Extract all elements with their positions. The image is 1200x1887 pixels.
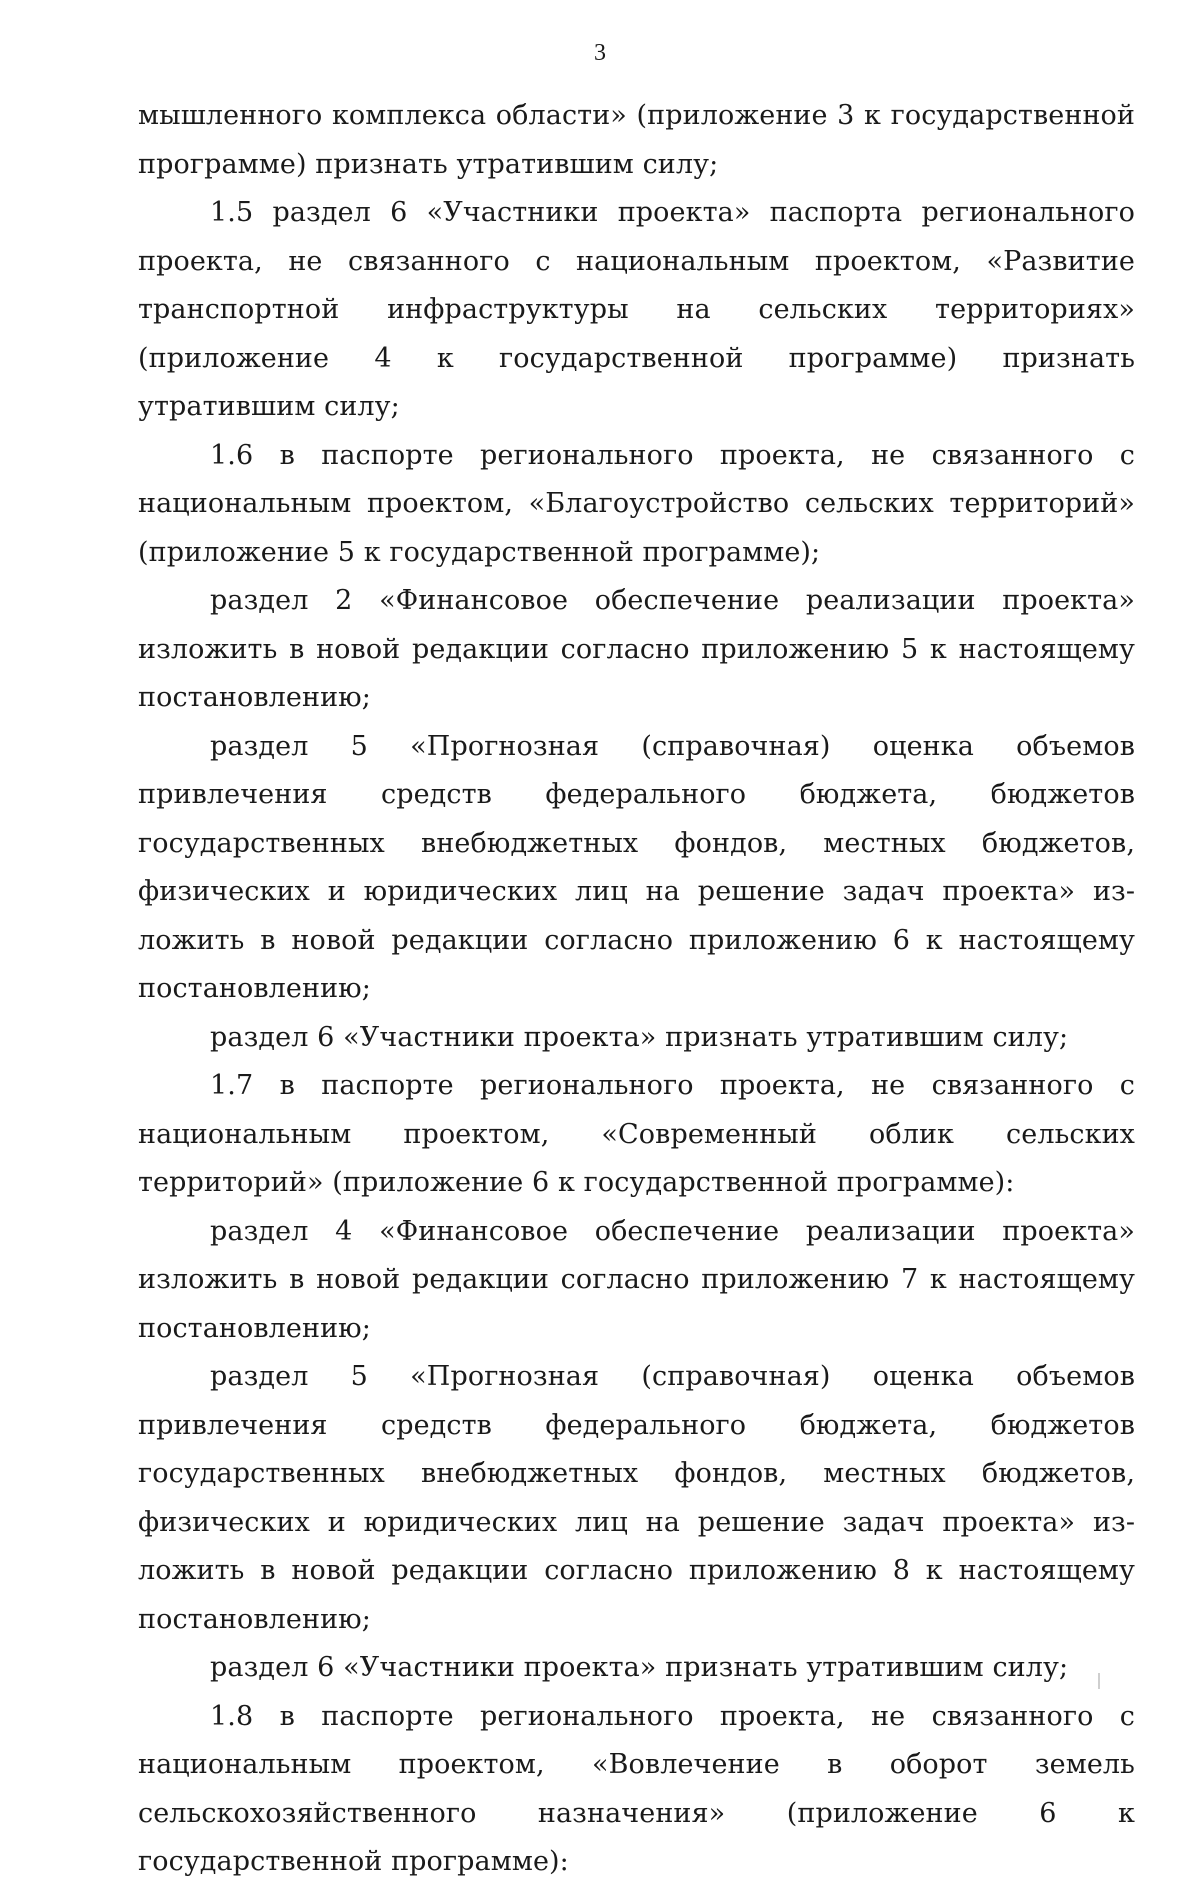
paragraph-1-6-section-6: раздел 6 «Участники проекта» признать утратившим силу; — [210, 1021, 1069, 1053]
paragraph-1-7: 1.7 в паспорте регионального проекта, не связанного с национальным проектом, «Современный облик сельских территорий» (приложение 6 к государственной программе): — [138, 1070, 1135, 1198]
paragraph-1-8: 1.8 в паспорте регионального проекта, не связанного с национальным проектом, «Вовлечение в оборот земель сельскохозяйственного назначения» (приложение 6 к государственной программе): — [138, 1700, 1135, 1877]
paragraph-1-7-section-6: раздел 6 «Участники проекта» признать утратившим силу; — [210, 1652, 1069, 1683]
paragraph-1-5: 1.5 раздел 6 «Участники проекта» паспорта регионального проекта, не связанного с национальным проектом, «Развитие транспортной инфраструктуры на сельских территориях» (приложение 4 к государственной программе) признать утратившим силу; — [138, 197, 1135, 422]
paragraph-1-7-section-5: раздел 5 «Прогнозная (справочная) оценка объемов привлечения средств федерального бюджета, бюджетов государственных внебюджетных фондов, местных бюджетов, физических и юридических лиц на решение задач проекта» изложить в новой редакции согласно приложению 8 к настоящему постановлению; — [138, 1361, 1135, 1635]
scan-edge-mark — [1098, 1673, 1100, 1689]
paragraph-1-6-section-5: раздел 5 «Прогнозная (справочная) оценка объемов привлечения средств федерального бюджета, бюджетов государственных внебюджетных фондов, местных бюджетов, физических и юридических лиц на решение задач проекта» изложить в новой редакции согласно приложению 6 к настоящему постановлению; — [138, 730, 1135, 1004]
paragraph-1-7-section-4: раздел 4 «Финансовое обеспечение реализации проекта» изложить в новой редакции согласно приложению 7 к настоящему постановлению; — [138, 1215, 1135, 1344]
paragraph-1-6: 1.6 в паспорте регионального проекта, не связанного с национальным проектом, «Благоустройство сельских территорий» (приложение 5 к государственной программе); — [138, 439, 1135, 568]
paragraph-1-continuation: мышленного комплекса области» (приложение 3 к государственной программе) признать утратившим силу; — [138, 100, 1135, 180]
page-number: 3 — [594, 40, 606, 66]
document-body — [138, 92, 1135, 1887]
paragraph-1-6-section-2: раздел 2 «Финансовое обеспечение реализации проекта» изложить в новой редакции согласно приложению 5 к настоящему постановлению; — [138, 585, 1135, 713]
